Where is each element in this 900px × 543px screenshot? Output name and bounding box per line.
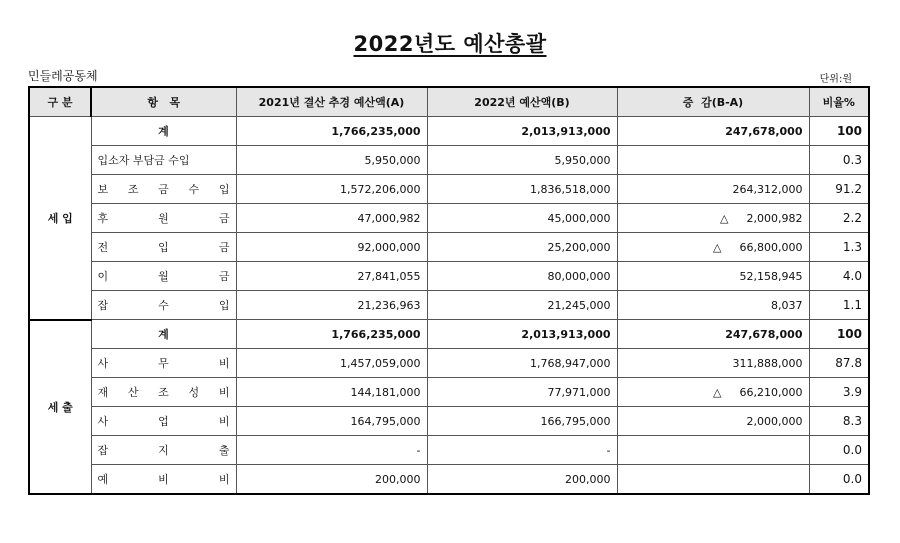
decrease-triangle-mark: △ [713, 385, 722, 399]
table-row [29, 233, 869, 262]
table-row [29, 204, 869, 233]
item-name [91, 262, 236, 291]
ratio-value: 91.2 [809, 175, 869, 204]
decrease-triangle-mark: △ [713, 240, 722, 254]
curr-budget-value: 77,971,000 [427, 378, 617, 407]
prev-budget-value: 92,000,000 [236, 233, 427, 262]
difference-value [617, 175, 809, 204]
difference-amount: 247,678,000 [725, 124, 803, 138]
table-row [29, 291, 869, 320]
curr-budget-value: - [427, 436, 617, 465]
section-label: 세 출 [29, 320, 91, 495]
difference-value [617, 320, 809, 349]
table-row [29, 349, 869, 378]
item-name-text: 잡 지 출 [97, 444, 230, 457]
curr-budget-value: 2,013,913,000 [427, 320, 617, 349]
curr-budget-value: 5,950,000 [427, 146, 617, 175]
table-row [29, 407, 869, 436]
difference-value [617, 465, 809, 495]
ratio-value: 2.2 [809, 204, 869, 233]
difference-amount: 2,000,982 [746, 211, 803, 225]
item-name [91, 436, 236, 465]
item-name-text: 후 원 금 [97, 212, 230, 225]
difference-amount: 311,888,000 [732, 356, 803, 370]
prev-budget-value: 1,572,206,000 [236, 175, 427, 204]
difference-value [617, 291, 809, 320]
curr-budget-value: 21,245,000 [427, 291, 617, 320]
difference-value [617, 407, 809, 436]
table-row [29, 465, 869, 495]
table-header-row [29, 87, 869, 117]
ratio-value: 1.3 [809, 233, 869, 262]
difference-amount: 66,210,000 [739, 385, 803, 399]
table-row [29, 436, 869, 465]
ratio-value: 3.9 [809, 378, 869, 407]
header-curr-budget: 2022년 예산액(B) [427, 87, 617, 117]
header-group: 구 분 [29, 87, 91, 117]
difference-amount: 247,678,000 [725, 327, 803, 341]
prev-budget-value: 1,766,235,000 [236, 320, 427, 349]
item-name: 계 [91, 320, 236, 349]
difference-value [617, 204, 809, 233]
item-name [91, 175, 236, 204]
ratio-value: 0.0 [809, 465, 869, 495]
prev-budget-value: - [236, 436, 427, 465]
header-difference: 증 감(B-A) [617, 87, 809, 117]
difference-value [617, 117, 809, 146]
prev-budget-value: 27,841,055 [236, 262, 427, 291]
curr-budget-value: 45,000,000 [427, 204, 617, 233]
budget-summary-table [28, 86, 870, 495]
ratio-value: 4.0 [809, 262, 869, 291]
item-name-text: 사 무 비 [97, 357, 230, 370]
table-row [29, 146, 869, 175]
difference-amount: 2,000,000 [746, 414, 803, 428]
difference-value [617, 262, 809, 291]
curr-budget-value: 166,795,000 [427, 407, 617, 436]
difference-value [617, 349, 809, 378]
curr-budget-value: 200,000 [427, 465, 617, 495]
item-name [91, 349, 236, 378]
prev-budget-value: 144,181,000 [236, 378, 427, 407]
item-name [91, 204, 236, 233]
ratio-value: 1.1 [809, 291, 869, 320]
difference-amount: 66,800,000 [739, 240, 803, 254]
item-name: 계 [91, 117, 236, 146]
prev-budget-value: 1,766,235,000 [236, 117, 427, 146]
difference-value [617, 233, 809, 262]
ratio-value: 87.8 [809, 349, 869, 378]
difference-value [617, 146, 809, 175]
item-name-text: 보 조 금 수 입 [97, 183, 230, 196]
ratio-value: 8.3 [809, 407, 869, 436]
header-ratio: 비율% [809, 87, 869, 117]
difference-amount: 264,312,000 [732, 182, 803, 196]
item-name-text: 재 산 조 성 비 [97, 386, 230, 399]
table-total-row [29, 117, 869, 146]
ratio-value: 0.3 [809, 146, 869, 175]
unit-label: 단위:원 [819, 74, 852, 85]
item-name [91, 407, 236, 436]
curr-budget-value: 80,000,000 [427, 262, 617, 291]
header-prev-budget: 2021년 결산 추경 예산액(A) [236, 87, 427, 117]
item-name-text: 이 월 금 [97, 270, 230, 283]
prev-budget-value: 1,457,059,000 [236, 349, 427, 378]
difference-amount: 52,158,945 [739, 269, 803, 283]
item-name: 입소자 부담금 수입 [91, 146, 236, 175]
table-row [29, 378, 869, 407]
ratio-value: 100 [809, 320, 869, 349]
prev-budget-value: 164,795,000 [236, 407, 427, 436]
difference-value [617, 378, 809, 407]
item-name [91, 378, 236, 407]
curr-budget-value: 1,836,518,000 [427, 175, 617, 204]
curr-budget-value: 25,200,000 [427, 233, 617, 262]
item-name-text: 전 입 금 [97, 241, 230, 254]
item-name-text: 사 업 비 [97, 415, 230, 428]
section-label: 세 입 [29, 117, 91, 320]
item-name-text: 잡 수 입 [97, 299, 230, 312]
curr-budget-value: 1,768,947,000 [427, 349, 617, 378]
prev-budget-value: 5,950,000 [236, 146, 427, 175]
difference-value [617, 436, 809, 465]
decrease-triangle-mark: △ [720, 211, 729, 225]
curr-budget-value: 2,013,913,000 [427, 117, 617, 146]
ratio-value: 100 [809, 117, 869, 146]
difference-amount: 8,037 [771, 298, 803, 312]
prev-budget-value: 200,000 [236, 465, 427, 495]
prev-budget-value: 21,236,963 [236, 291, 427, 320]
document-title: 2022년도 예산총괄 [353, 32, 547, 56]
item-name [91, 465, 236, 495]
ratio-value: 0.0 [809, 436, 869, 465]
item-name [91, 233, 236, 262]
header-item: 항 목 [91, 87, 236, 117]
table-row [29, 262, 869, 291]
item-name [91, 291, 236, 320]
table-row [29, 175, 869, 204]
item-name-text: 예 비 비 [97, 473, 230, 486]
prev-budget-value: 47,000,982 [236, 204, 427, 233]
organization-name: 민들레공동체 [28, 69, 98, 83]
table-total-row [29, 320, 869, 349]
